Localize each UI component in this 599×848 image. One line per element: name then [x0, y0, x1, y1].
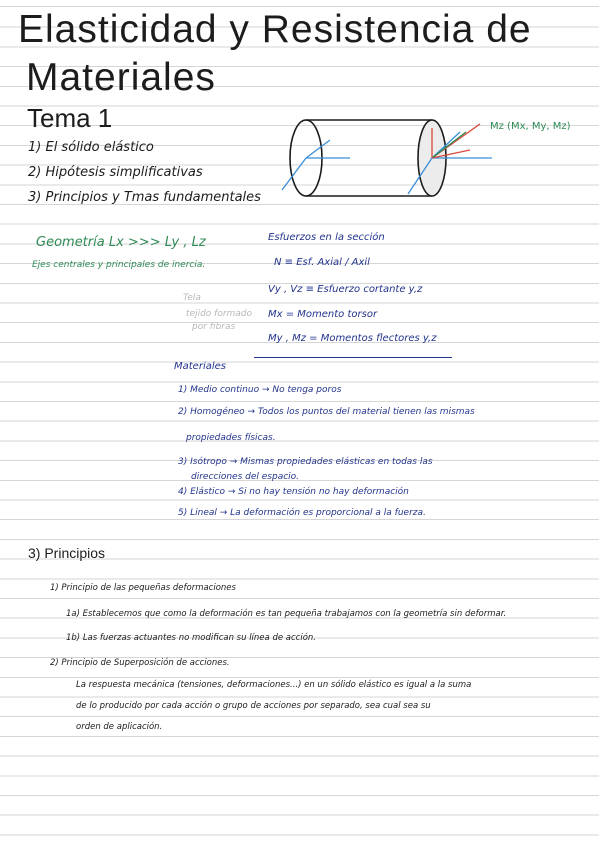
esfuerzo-cortante: Vy , Vz ≡ Esfuerzo cortante y,z [268, 284, 423, 295]
esfuerzos-underline [254, 357, 452, 358]
principio-1: 1) Principio de las pequeñas deformaciones [50, 583, 236, 593]
left-y-axis [306, 140, 330, 158]
principio-1b: 1b) Las fuerzas actuantes no modifican su línea de acción. [66, 633, 316, 643]
esfuerzo-axial: N ≡ Esf. Axial / Axil [274, 257, 370, 268]
superposicion-line-2: de lo producido por cada acción o grupo de acciones por separado, sea cual sea su [76, 701, 431, 711]
tela-note-2: por fibras [192, 322, 236, 332]
geometria-note: Ejes centrales y principales de inercia. [32, 260, 206, 270]
principios-heading: 3) Principios [28, 545, 106, 561]
materiales-item-2: 2) Homogéneo → Todos los puntos del material tienen las mismas [178, 407, 475, 417]
materiales-item-5: 5) Lineal → La deformación es proporcional a la fuerza. [178, 508, 426, 518]
tela-note-1: tejido formado [186, 309, 253, 319]
contents-item-2: 2) Hipótesis simplificativas [28, 165, 203, 180]
materiales-item-3-cont: direcciones del espacio. [191, 472, 300, 482]
materiales-item-3: 3) Isótropo → Mismas propiedades elásticas en todas las [178, 457, 433, 467]
momento-torsor: Mx = Momento torsor [268, 309, 378, 320]
page-title-line-2: Materiales [26, 56, 216, 99]
esfuerzos-heading: Esfuerzos en la sección [268, 232, 385, 243]
materiales-item-4: 4) Elástico → Si no hay tensión no hay deformación [178, 487, 409, 497]
contents-item-3: 3) Principios y Tmas fundamentales [28, 190, 261, 205]
page-title-line-1: Elasticidad y Resistencia de [18, 8, 532, 51]
tela-word: Tela [183, 293, 201, 303]
superposicion-line-3: orden de aplicación. [76, 722, 163, 732]
superposicion-line-1: La respuesta mecánica (tensiones, deformaciones...) en un sólido elástico es igual a la suma [76, 680, 472, 690]
materiales-item-2-cont: propiedades físicas. [186, 433, 276, 443]
geometria-heading: Geometría Lx >>> Ly , Lz [36, 235, 206, 250]
principio-2: 2) Principio de Superposición de acciones. [50, 658, 230, 668]
materiales-item-1: 1) Medio continuo → No tenga poros [178, 385, 342, 395]
contents-item-1: 1) El sólido elástico [28, 140, 154, 155]
principio-1a: 1a) Establecemos que como la deformación es tan pequeña trabajamos con la geometría sin deformar. [66, 609, 507, 619]
materiales-heading: Materiales [174, 361, 226, 372]
moment-vector-label: Mz (Mx, My, Mz) [490, 121, 571, 132]
momentos-flectores: My , Mz = Momentos flectores y,z [268, 333, 437, 344]
tema-heading: Tema 1 [27, 103, 113, 133]
